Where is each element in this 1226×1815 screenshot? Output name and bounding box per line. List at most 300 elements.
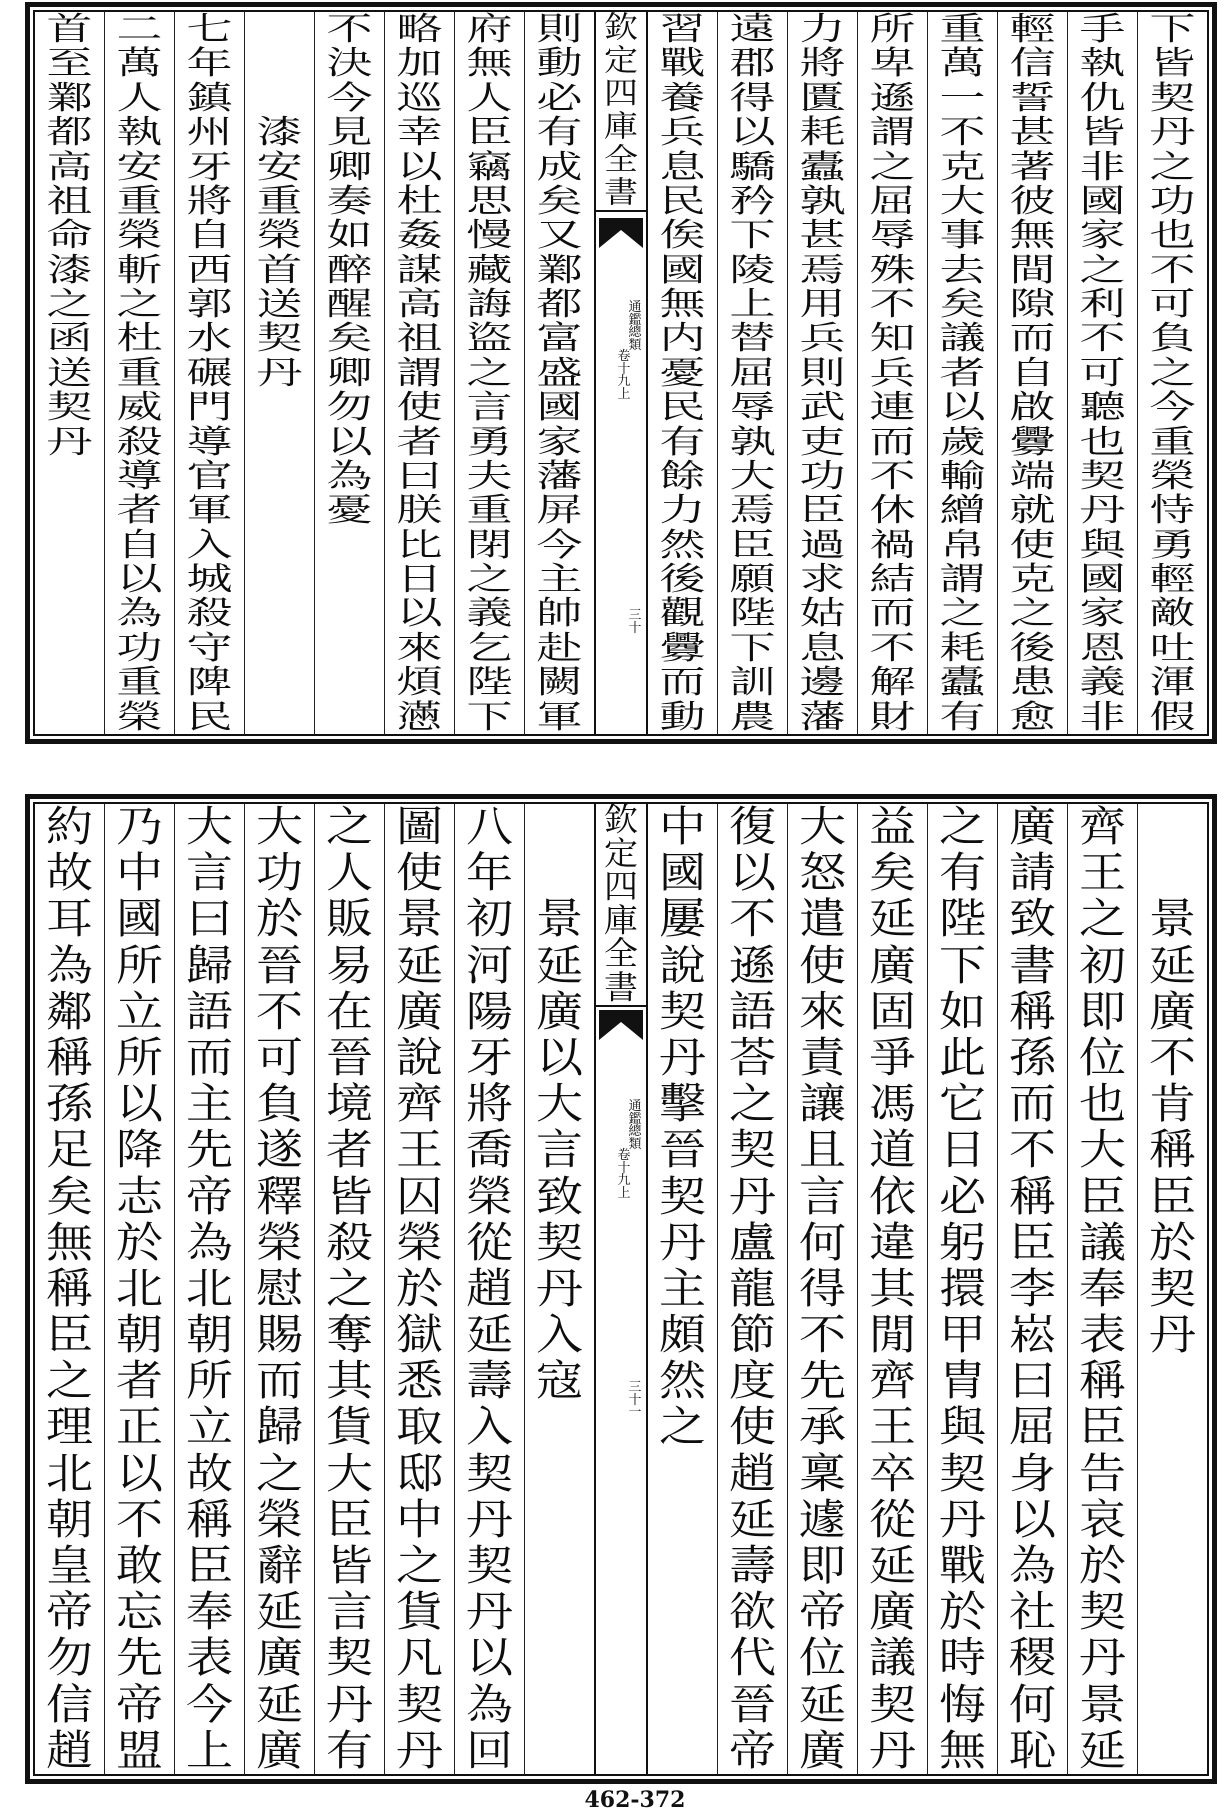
character: 聽	[1079, 388, 1126, 426]
character: 牙	[186, 148, 233, 185]
character: 丹	[938, 1494, 987, 1544]
character: 今	[326, 79, 373, 117]
character: 責	[798, 1032, 847, 1082]
character: 契	[535, 1217, 584, 1267]
character: 丹	[465, 1587, 514, 1637]
character: 息	[659, 148, 706, 185]
character: 契	[1149, 79, 1196, 117]
character: 而	[659, 663, 706, 701]
character: 凡	[395, 1633, 444, 1683]
character: 其	[325, 1356, 374, 1406]
character: 丹	[1079, 491, 1126, 529]
character: 養	[659, 79, 706, 117]
character: 不	[869, 629, 916, 667]
character: 臣	[1008, 1217, 1057, 1267]
character: 延	[255, 1587, 304, 1637]
character: 漆	[256, 113, 303, 151]
character: 帝	[45, 1587, 94, 1637]
character: 讓	[798, 1079, 847, 1129]
character: 不	[1008, 1125, 1057, 1175]
character: 義	[1079, 663, 1126, 701]
text-column	[717, 804, 787, 1774]
character: 臣	[45, 1310, 94, 1360]
character: 丹	[535, 1263, 584, 1313]
character: 國	[1079, 560, 1126, 598]
book-title	[627, 1101, 643, 1151]
character: 書	[604, 175, 638, 211]
character: 不	[115, 1494, 164, 1544]
character: 鑑	[628, 312, 642, 328]
character: 榮	[256, 216, 303, 254]
column-text	[1068, 12, 1137, 734]
character: 廣	[1148, 986, 1197, 1036]
character: 將	[799, 45, 846, 82]
character: 輕	[1149, 560, 1196, 598]
character: 農	[729, 698, 776, 734]
character: 過	[799, 526, 846, 564]
character: 也	[1149, 216, 1196, 254]
character: 臣	[1148, 1171, 1197, 1221]
character: 四	[604, 76, 638, 112]
character: 通	[628, 300, 642, 315]
character: 臣	[1078, 1402, 1127, 1452]
character: 契	[46, 388, 93, 426]
character: 從	[465, 1217, 514, 1267]
character: 位	[798, 1633, 847, 1683]
character: 慰	[255, 1263, 304, 1313]
character: 何	[798, 1217, 847, 1267]
character: 恃	[1149, 491, 1196, 529]
character: 丹	[46, 423, 93, 460]
character: 就	[1009, 491, 1056, 529]
character: 執	[116, 113, 163, 151]
character: 表	[1078, 1310, 1127, 1360]
character: 恥	[1008, 1725, 1057, 1774]
column-text	[35, 804, 104, 1774]
text-column	[384, 12, 454, 734]
character: 遠	[729, 12, 776, 48]
character: 敢	[115, 1541, 164, 1590]
section-heading-column	[244, 12, 314, 734]
character: 首	[46, 12, 93, 48]
character: 丹	[1078, 1633, 1127, 1683]
character: 重	[256, 182, 303, 220]
character: 十	[628, 1392, 642, 1408]
character: 見	[326, 113, 373, 151]
character: 而	[1008, 1079, 1057, 1129]
character: 功	[799, 457, 846, 495]
character: 悉	[395, 1356, 444, 1406]
character: 立	[185, 1402, 234, 1452]
column-text	[718, 12, 787, 734]
collection-title	[596, 801, 646, 1007]
character: 立	[115, 986, 164, 1036]
character: 者	[939, 354, 986, 392]
column-text	[455, 12, 524, 734]
character: 丹	[395, 1725, 444, 1774]
character: 陛	[938, 894, 987, 944]
character: 朝	[185, 1310, 234, 1360]
character: 不	[798, 1310, 847, 1360]
character: 事	[939, 216, 986, 254]
upper-page-frame	[25, 2, 1217, 744]
character: 下	[466, 698, 513, 734]
character: 議	[1078, 1217, 1127, 1267]
character: 郭	[186, 285, 233, 323]
character: 於	[255, 894, 304, 944]
character: 定	[604, 834, 638, 873]
character: 焉	[799, 251, 846, 289]
character: 夫	[466, 457, 513, 495]
character: 碾	[186, 354, 233, 392]
character: 庫	[604, 901, 638, 940]
character: 以	[939, 388, 986, 426]
character: 言	[535, 1125, 584, 1175]
column-text	[105, 12, 174, 734]
character: 悔	[938, 1679, 987, 1729]
character: 契	[938, 1448, 987, 1498]
character: 朝	[45, 1494, 94, 1544]
character: 大	[939, 182, 986, 220]
character: 王	[868, 1402, 917, 1452]
character: 城	[186, 560, 233, 598]
character: 矣	[45, 1171, 94, 1221]
page-reference: 462-372	[584, 1787, 686, 1813]
column-text	[525, 12, 594, 734]
character: 之	[728, 1079, 777, 1129]
character: 何	[1008, 1679, 1057, 1729]
character: 送	[256, 285, 303, 323]
character: 其	[868, 1263, 917, 1313]
character: 負	[1149, 320, 1196, 357]
character: 貨	[395, 1587, 444, 1637]
character: 之	[45, 1356, 94, 1406]
text-column	[104, 804, 174, 1774]
character: 不	[728, 894, 777, 944]
character: 趙	[45, 1725, 94, 1774]
character: 擐	[938, 1263, 987, 1313]
text-column	[104, 12, 174, 734]
fish-tail-icon	[599, 218, 643, 248]
character: 敵	[1149, 595, 1196, 632]
character: 延	[535, 940, 584, 990]
character: 屈	[729, 354, 776, 392]
text-column	[174, 12, 244, 734]
character: 殺	[325, 1217, 374, 1267]
character: 輸	[939, 457, 986, 495]
character: 盛	[536, 354, 583, 392]
character: 度	[728, 1356, 777, 1406]
character: 下	[938, 940, 987, 990]
character: 端	[1009, 457, 1056, 495]
character: 頗	[658, 1310, 707, 1360]
character: 慢	[466, 216, 513, 254]
character: 景	[395, 894, 444, 944]
character: 廣	[868, 940, 917, 990]
character: 習	[659, 12, 706, 48]
character: 有	[938, 848, 987, 898]
character: 功	[255, 848, 304, 898]
character: 日	[938, 1125, 987, 1175]
character: 幸	[396, 113, 443, 151]
character: 主	[536, 560, 583, 598]
character: 假	[1149, 698, 1196, 734]
character: 今	[185, 1679, 234, 1729]
character: 類	[628, 1136, 642, 1152]
volume-label	[616, 1150, 632, 1200]
volume-label	[616, 351, 632, 401]
character: 辱	[729, 388, 776, 426]
character: 導	[116, 457, 163, 495]
character: 帝	[115, 1679, 164, 1729]
character: 正	[115, 1402, 164, 1452]
character: 姑	[799, 595, 846, 632]
character: 販	[325, 894, 374, 944]
character: 間	[1009, 251, 1056, 289]
character: 民	[186, 698, 233, 734]
character: 自	[186, 216, 233, 254]
character: 丹	[1148, 1310, 1197, 1360]
character: 議	[868, 1633, 917, 1683]
character: 使	[798, 940, 847, 990]
character: 安	[256, 148, 303, 185]
character: 卑	[869, 45, 916, 82]
column-text	[385, 804, 454, 1774]
character: 廣	[255, 1725, 304, 1774]
character: 繒	[939, 491, 986, 529]
character: 大	[185, 804, 234, 851]
character: 略	[396, 12, 443, 48]
character: 榮	[255, 1494, 304, 1544]
character: 閉	[466, 526, 513, 564]
character: 遜	[728, 940, 777, 990]
character: 卿	[326, 148, 373, 185]
text-column	[648, 12, 717, 734]
character: 帥	[536, 595, 583, 632]
character: 身	[1008, 1448, 1057, 1498]
character: 為	[465, 1679, 514, 1729]
character: 總	[628, 1124, 642, 1139]
character: 將	[465, 1079, 514, 1129]
column-text	[858, 804, 927, 1774]
character: 使	[396, 388, 443, 426]
text-column	[787, 804, 857, 1774]
character: 孫	[45, 1079, 94, 1129]
character: 七	[186, 12, 233, 48]
character: 稱	[45, 1032, 94, 1082]
character: 重	[939, 12, 986, 48]
character: 入	[186, 526, 233, 564]
character: 類	[628, 337, 642, 353]
character: 自	[1009, 354, 1056, 392]
character: 為	[1008, 1541, 1057, 1590]
character: 患	[1009, 663, 1056, 701]
character: 恩	[1079, 629, 1126, 667]
character: 怒	[798, 848, 847, 898]
character: 醒	[326, 285, 373, 323]
character: 延	[868, 1541, 917, 1590]
character: 與	[1079, 526, 1126, 564]
character: 民	[659, 182, 706, 220]
character: 重	[116, 663, 163, 701]
character: 足	[45, 1125, 94, 1175]
character: 戰	[659, 45, 706, 82]
character: 卒	[868, 1448, 917, 1498]
character: 之	[869, 148, 916, 185]
character: 榮	[116, 698, 163, 734]
character: 者	[396, 423, 443, 460]
column-text	[315, 804, 384, 1774]
character: 安	[116, 148, 163, 185]
character: 言	[466, 388, 513, 426]
character: 鎮	[186, 79, 233, 117]
character: 十	[617, 1160, 631, 1176]
character: 之	[938, 804, 987, 851]
character: 後	[659, 560, 706, 598]
text-column	[927, 12, 997, 734]
column-text	[788, 12, 857, 734]
character: 殺	[186, 595, 233, 632]
character: 憂	[659, 354, 706, 392]
character: 書	[604, 968, 638, 1007]
character: 吐	[1149, 629, 1196, 667]
character: 必	[536, 79, 583, 117]
character: 矜	[729, 182, 776, 220]
character: 下	[729, 216, 776, 254]
character: 觀	[659, 595, 706, 632]
character: 年	[465, 848, 514, 898]
character: 且	[798, 1125, 847, 1175]
character: 願	[729, 560, 776, 598]
character: 榮	[395, 1217, 444, 1267]
character: 力	[799, 12, 846, 48]
character: 朕	[396, 491, 443, 529]
character: 屈	[1008, 1402, 1057, 1452]
character: 欽	[604, 10, 638, 46]
text-column	[384, 804, 454, 1774]
character: 不	[869, 457, 916, 495]
character: 守	[186, 629, 233, 667]
character: 藩	[799, 698, 846, 734]
character: 之	[1079, 251, 1126, 289]
character: 九	[617, 1173, 631, 1188]
character: 趙	[728, 1448, 777, 1498]
character: 帛	[939, 526, 986, 564]
character: 延	[465, 1310, 514, 1360]
character: 景	[1078, 1679, 1127, 1729]
character: 都	[46, 113, 93, 151]
text-column	[787, 12, 857, 734]
character: 俟	[659, 216, 706, 254]
character: 則	[799, 354, 846, 392]
character: 從	[868, 1494, 917, 1544]
character: 孰	[729, 423, 776, 460]
character: 知	[869, 320, 916, 357]
character: 語	[185, 986, 234, 1036]
character: 赴	[536, 629, 583, 667]
character: 孰	[799, 182, 846, 220]
character: 廣	[868, 1587, 917, 1637]
column-text	[105, 804, 174, 1774]
character: 蠹	[939, 663, 986, 701]
column-text	[648, 12, 717, 734]
character: 可	[255, 1032, 304, 1082]
character: 喬	[465, 1125, 514, 1175]
character: 來	[396, 629, 443, 667]
character: 也	[1078, 1079, 1127, 1129]
character: 奉	[1078, 1263, 1127, 1313]
character: 闕	[536, 663, 583, 701]
character: 易	[325, 940, 374, 990]
character: 皆	[1149, 45, 1196, 82]
character: 命	[46, 216, 93, 254]
character: 以	[396, 148, 443, 185]
character: 重	[466, 491, 513, 529]
character: 煩	[396, 663, 443, 701]
character: 謂	[396, 354, 443, 392]
character: 利	[1079, 285, 1126, 323]
right-half-page	[648, 804, 1207, 1774]
character: 於	[395, 1263, 444, 1313]
text-column	[1067, 12, 1137, 734]
character: 力	[659, 491, 706, 529]
character: 吏	[799, 423, 846, 460]
character: 皆	[325, 1171, 374, 1221]
text-column	[1067, 804, 1137, 1774]
character: 請	[1008, 848, 1057, 898]
character: 廣	[395, 986, 444, 1036]
character: 州	[186, 113, 233, 151]
character: 肯	[1148, 1079, 1197, 1129]
character: 契	[325, 1633, 374, 1683]
character: 導	[186, 423, 233, 460]
character: 誨	[466, 285, 513, 323]
text-column	[857, 12, 927, 734]
character: 祖	[46, 182, 93, 220]
character: 契	[658, 1171, 707, 1221]
character: 之	[466, 560, 513, 598]
character: 陽	[465, 986, 514, 1036]
folio-number	[627, 1382, 643, 1420]
character: 必	[938, 1171, 987, 1221]
character: 重	[116, 354, 163, 392]
character: 醉	[326, 251, 373, 289]
section-heading-column	[1137, 804, 1207, 1774]
character: 不	[326, 12, 373, 48]
character: 廣	[255, 1633, 304, 1683]
section-heading-text	[1138, 804, 1207, 1358]
character: 丹	[1149, 113, 1196, 151]
character: 人	[116, 79, 163, 117]
character: 上	[617, 1185, 631, 1201]
character: 謀	[396, 251, 443, 289]
character: 稱	[185, 1494, 234, 1544]
character: 曰	[185, 894, 234, 944]
character: 朝	[115, 1310, 164, 1360]
character: 求	[799, 560, 846, 598]
character: 與	[938, 1402, 987, 1452]
character: 晉	[658, 1125, 707, 1175]
character: 如	[326, 216, 373, 254]
character: 隙	[1009, 285, 1056, 323]
character: 訓	[729, 663, 776, 701]
character: 水	[186, 320, 233, 357]
character: 謂	[939, 560, 986, 598]
character: 入	[465, 1402, 514, 1452]
character: 門	[186, 388, 233, 426]
character: 契	[1148, 1263, 1197, 1313]
character: 辭	[255, 1541, 304, 1590]
